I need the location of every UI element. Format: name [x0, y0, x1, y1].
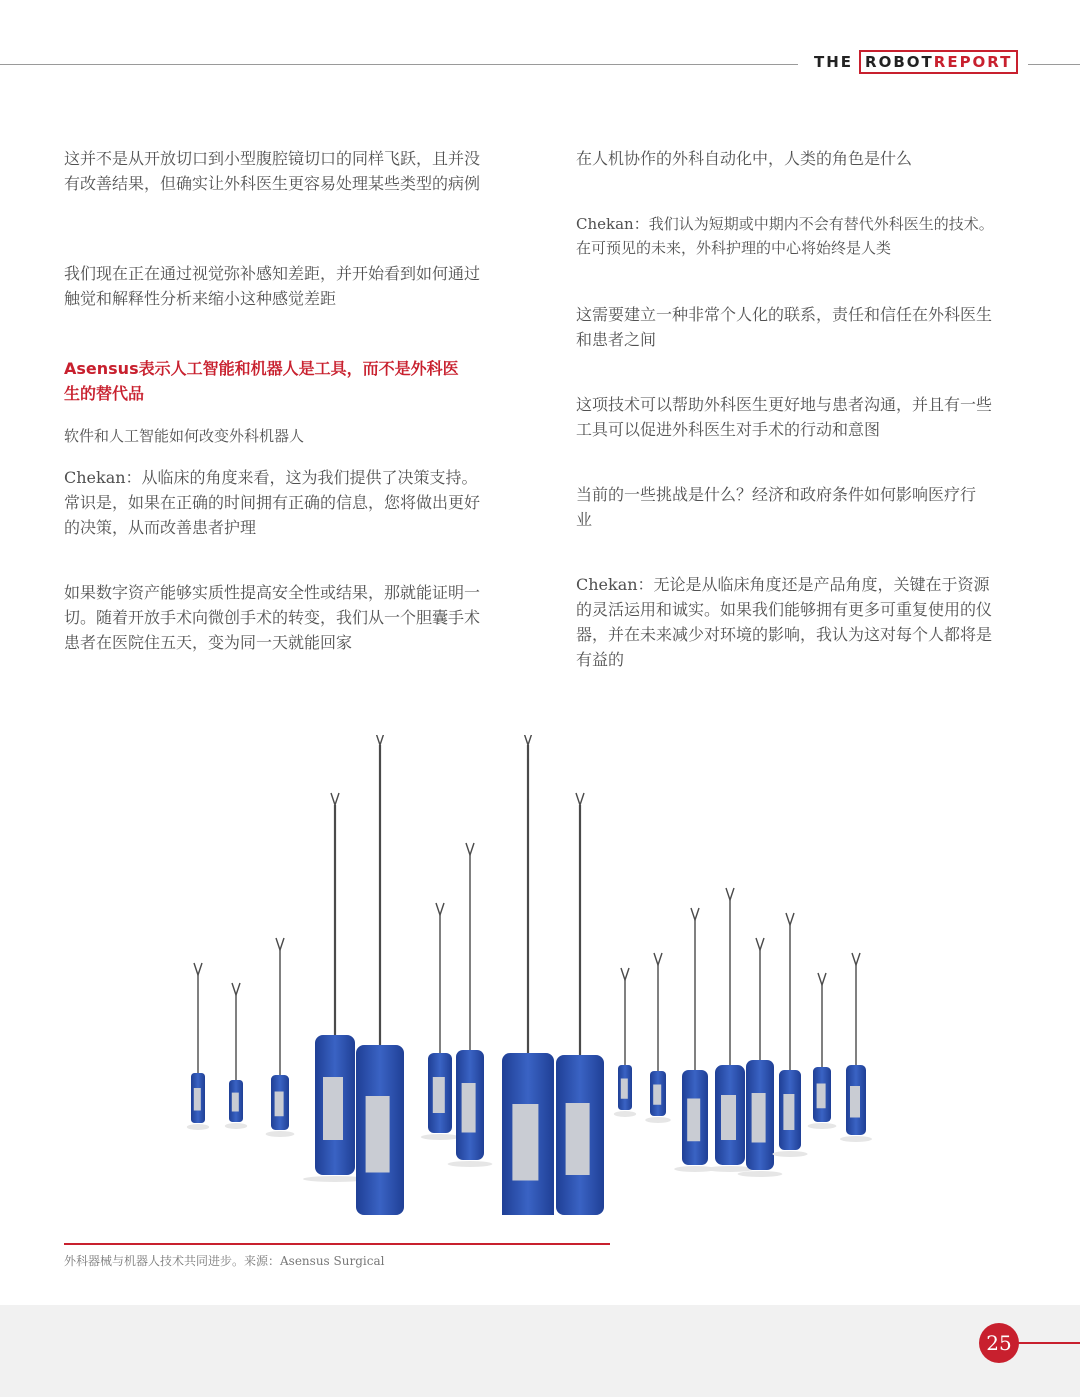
surgical-instrument	[772, 913, 807, 1157]
instrument-group	[187, 735, 872, 1215]
paragraph: 当前的一些挑战是什么？经济和政府条件如何影响医疗行业	[576, 485, 977, 529]
surgical-instruments-photo	[150, 735, 910, 1215]
surgical-instrument	[645, 953, 671, 1123]
page-number-line	[1010, 1342, 1080, 1344]
paragraph: Chekan：无论是从临床角度还是产品角度，关键在于资源的灵活运用和诚实。如果我们能够拥有更多可重复使用的仪器，并在未来减少对环境的影响，我认为这对每个人都将是有益的	[576, 575, 993, 669]
logo-report: REPORT	[933, 53, 1013, 71]
page-number: 25	[979, 1323, 1019, 1363]
figure-caption: 外科器械与机器人技术共同进步。来源：Asensus Surgical	[64, 1254, 385, 1268]
paragraph: Chekan：从临床的角度来看，这为我们提供了决策支持。常识是，如果在正确的时间拥有正确的信息，您将做出更好的决策，从而改善患者护理	[64, 468, 481, 537]
caption-rule	[64, 1243, 610, 1245]
paragraph: 这需要建立一种非常个人化的联系，责任和信任在外科医生和患者之间	[576, 305, 993, 349]
page-footer	[0, 1305, 1080, 1397]
subheading: 软件和人工智能如何改变外科机器人	[64, 427, 305, 445]
paragraph: 这并不是从开放切口到小型腹腔镜切口的同样飞跃，且并没有改善结果，但确实让外科医生更容易处理某些类型的病例	[64, 149, 481, 193]
paragraph: 这项技术可以帮助外科医生更好地与患者沟通，并且有一些工具可以促进外科医生对手术的行动和意图	[576, 395, 993, 439]
paragraph: Chekan：我们认为短期或中期内不会有替代外科医生的技术。在可预见的未来，外科护理的中心将始终是人类	[576, 215, 994, 257]
surgical-instrument	[448, 843, 493, 1167]
surgical-instrument	[421, 903, 459, 1140]
header-rule-left	[0, 64, 798, 65]
robot-report-logo	[814, 49, 1018, 75]
surgical-instrument	[614, 968, 636, 1117]
paragraph: 在人机协作的外科自动化中，人类的角色是什么	[576, 149, 913, 168]
surgical-instrument	[266, 938, 295, 1137]
logo-robot: ROBOT	[865, 53, 934, 71]
surgical-instrument	[674, 908, 716, 1172]
surgical-instrument	[187, 963, 209, 1130]
surgical-instrument	[808, 973, 837, 1129]
header-rule-right	[1028, 64, 1080, 65]
paragraph: 我们现在正在通过视觉弥补感知差距，并开始看到如何通过触觉和解释性分析来缩小这种感觉差距	[64, 264, 481, 308]
logo-box	[859, 50, 1018, 74]
logo-the: THE	[814, 53, 854, 71]
section-heading: Asensus表示人工智能和机器人是工具，而不是外科医生的替代品	[64, 359, 459, 403]
surgical-instrument	[225, 983, 247, 1129]
paragraph: 如果数字资产能够实质性提高安全性或结果，那就能证明一切。随着开放手术向微创手术的转变，我们从一个胆囊手术患者在医院住五天，变为同一天就能回家	[64, 583, 481, 652]
surgical-instrument	[840, 953, 872, 1142]
